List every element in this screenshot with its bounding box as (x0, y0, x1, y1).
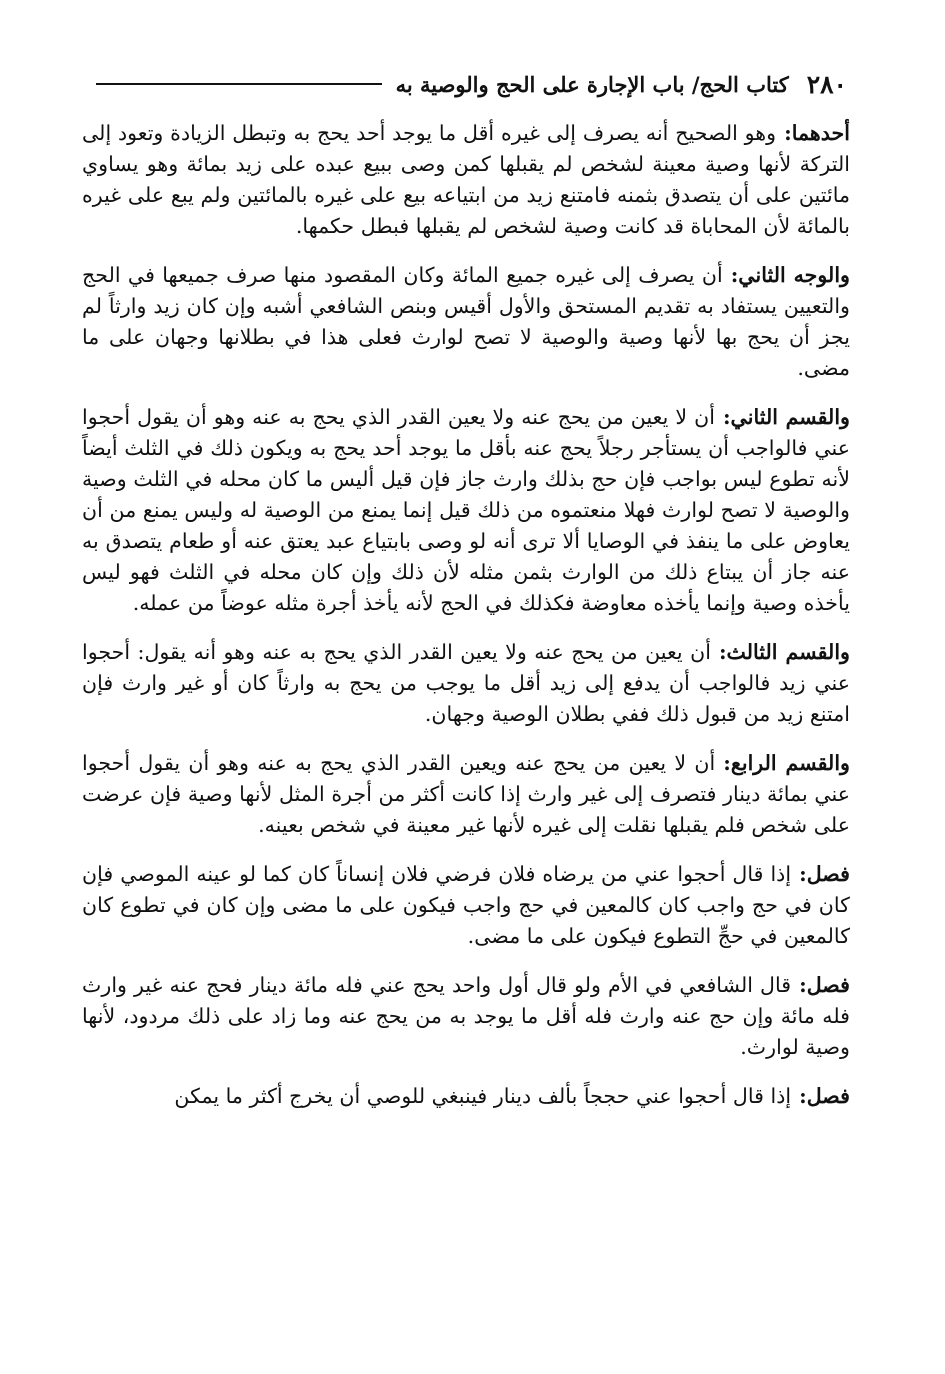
paragraph-lead: فصل: (799, 1084, 850, 1108)
paragraph-text: قال الشافعي في الأم ولو قال أول واحد يحج عني فله مائة دينار فحج عنه غير وارث فله مائة وإن حج عنه وارث فله أقل ما يوجد به من يحج عنه وما زاد على ذلك مردود، لأنها وصية لوارث. (82, 973, 850, 1059)
paragraph-lead: والقسم الثالث: (718, 640, 850, 664)
running-title: كتاب الحج/ باب الإجارة على الحج والوصية به (395, 71, 789, 97)
paragraph-lead: والقسم الرابع: (723, 751, 850, 775)
paragraph (82, 748, 850, 841)
paragraph-text: أن لا يعين من يحج عنه ويعين القدر الذي يحج به عنه وهو أن يقول أحجوا عني بمائة دينار فتصرف إلى غير وارث إذا كانت أكثر من أجرة المثل لأنها وصية فإن عرضت على شخص فلم يقبلها نقلت إلى غيره لأنها غير معينة في شخص بعينه. (82, 751, 850, 837)
paragraph-lead: أحدهما: (784, 121, 850, 145)
header-rule (96, 83, 382, 85)
paragraph-text: أن يصرف إلى غيره جميع المائة وكان المقصود منها صرف جميعها في الحج والتعيين يستفاد به تقديم المستحق والأول أقيس وبنص الشافعي أشبه وإن كان زيد وارثاً لم يجز أن يحج بها لأنها وصية والوصية لا تصح لوارث فعلى هذا في بطلانها وجهان على ما مضى. (82, 263, 850, 380)
running-header (82, 64, 847, 104)
paragraph (82, 859, 850, 952)
page-number: ٢٨٠ (806, 69, 847, 99)
paragraph (82, 402, 850, 619)
paragraph (82, 260, 850, 384)
paragraph-lead: والقسم الثاني: (722, 405, 851, 429)
paragraph (82, 118, 850, 242)
paragraph-lead: والوجه الثاني: (730, 263, 850, 287)
paragraph-text: وهو الصحيح أنه يصرف إلى غيره أقل ما يوجد أحد يحج به وتبطل الزيادة وتعود إلى التركة لأنها وصية معينة لشخص لم يقبلها كمن وصى ببيع عبده على زيد بمائة وهو يساوي مائتين على أن يتصدق بثمنه فامتنع زيد من ابتياعه بيع على غيره بالمائتين ولم يبع على غيره بالمائة لأن المحاباة قد كانت وصية لشخص لم يقبلها فبطل حكمها. (82, 121, 850, 238)
paragraph-text: أن لا يعين من يحج عنه ولا يعين القدر الذي يحج به عنه وهو أن يقول أحجوا عني فالواجب أن يستأجر رجلاً يحج عنه بأقل ما يوجد أحد يحج به ويكون ذلك في الثلث أيضاً لأنه تطوع ليس بواجب فإن حج بذلك وارث جاز فإن قيل أليس ما كان محله في الثلث وصية والوصية لا تصح لوارث فهلا منعتموه من ذلك قيل إنما يمنع من الوصية له وليس يمنع من أن يعاوض على ما ينفذ في الوصايا ألا ترى أنه لو وصى بابتياع عبد يعتق عنه أو طعام يتصدق به عنه جاز أن يبتاع ذلك من الوارث بثمن مثله لأن ذلك وإن كان محله في الثلث فهو ليس يأخذه وصية وإنما يأخذه معاوضة فكذلك في الحج لأنه يأخذ أجرة مثله عوضاً من عمله. (82, 405, 850, 615)
page-body (82, 118, 850, 1130)
paragraph (82, 1081, 850, 1112)
paragraph-text: إذا قال أحجوا عني حججاً بألف دينار فينبغي للوصي أن يخرج أكثر ما يمكن (174, 1084, 792, 1108)
paragraph-lead: فصل: (799, 973, 850, 997)
paragraph-lead: فصل: (799, 862, 850, 886)
paragraph (82, 970, 850, 1063)
paragraph-text: إذا قال أحجوا عني من يرضاه فلان فرضي فلان إنساناً كان كما لو عينه الموصي فإن كان في حج واجب كان كالمعين في حج واجب فيكون على ما مضى وإن كان في تطوع كان كالمعين في حجِّ التطوع فيكون على ما مضى. (82, 862, 850, 948)
paragraph (82, 637, 850, 730)
paragraph-text: أن يعين من يحج عنه ولا يعين القدر الذي يحج به عنه وهو أنه يقول: أحجوا عني زيد فالواجب أن يدفع إلى زيد أقل ما يوجب من يحج به وارثاً كان أو غير وارث فإن امتنع زيد من قبول ذلك ففي بطلان الوصية وجهان. (82, 640, 850, 726)
